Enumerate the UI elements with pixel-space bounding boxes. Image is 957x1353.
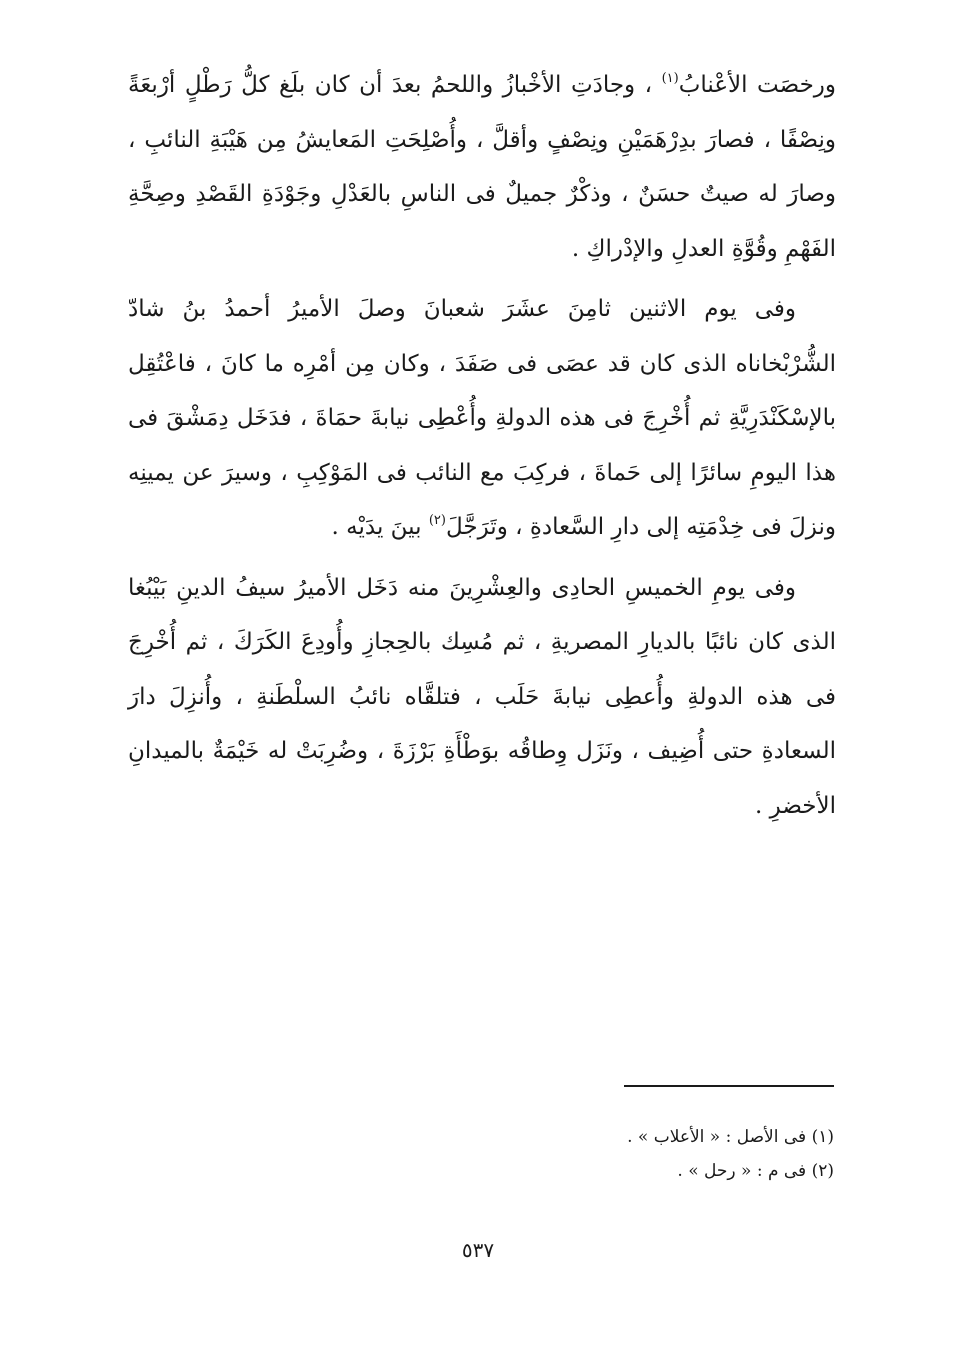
footnotes (500, 1120, 834, 1188)
page-number: ٥٣٧ (461, 1238, 495, 1262)
footnote-1: (١) فى الأصل : « الأعلاب » . (627, 1127, 834, 1147)
footnote-divider (624, 1085, 834, 1087)
main-text (128, 58, 836, 833)
footnote-2: (٢) فى م : « رحل » . (677, 1161, 834, 1181)
paragraph-1-text-after: ، وجادَتِ الأخْبازُ واللحمُ بعدَ أن كان بلَغ كلُّ رَطْلٍ أرْبعَةً ونِصْفًا ، فصارَ بدِرْهَمَيْنِ ونِصْفٍ وأقلَّ ، وأُصْلِحَتِ المَعايشُ مِن هَيْبَةِ النائبِ ، وصارَ له صيتٌ حسَنٌ ، وذكْرٌ جميلٌ فى الناسِ بالعَدْلِ وجَوْدَةِ القَصْدِ وصِحَّةِ الفَهْمِ وقُوَّةِ العدلِ والإدْراكِ . (128, 72, 836, 262)
paragraph-2 (128, 282, 836, 555)
paragraph-2-text-after: بينَ يدَيْه . (331, 514, 429, 540)
paragraph-3-text: وفى يومِ الخميسِ الحادِى والعِشْرِينَ منه دَخَل الأميرُ سيفُ الدينِ بَيْبُغا الذى كان نائبًا بالديارِ المصريةِ ، ثم مُسِك بالحِجازِ وأُودِعَ الكَرَكَ ، ثم أُخْرِجَ فى هذه الدولةِ وأُعطِى نيابةَ حَلَب ، فتلقَّاه نائبُ السلْطَنةِ ، وأُنزِلَ دارَ السعادةِ حتى أُضِيف ، ونَزَل وِطاقُه بوَطْأَةِ بَرْزَةَ ، وضُرِبَتْ له خَيْمَةٌ بالميدانِ الأخضرِ . (128, 574, 836, 819)
footnote-ref-2: (٢) (428, 513, 446, 528)
paragraph-1 (128, 58, 836, 276)
paragraph-2-text-before: وفى يوم الاثنين ثامِنَ عشَرَ شعبانَ وصلَ الأميرُ أحمدُ بنُ شادّ الشُّرْبْخاناه الذى كان قد عصَى فى صَفَدَ ، وكان مِن أمْرِه ما كانَ ، فاعْتُقِل بالإسْكَنْدَرِيَّةِ ثم أُخْرِجَ فى هذه الدولةِ وأُعْطِى نيابةَ حمَاةَ ، فدَخَل دِمَشْقَ فى هذا اليومِ سائرًا إلى حَماةَ ، فركِبَ مع النائب فى المَوْكِبِ ، وسيرَ عن يمينِه ونزلَ فى خِدْمَتِه إلى دارِ السَّعادةِ ، وتَرَجَّلَ (128, 296, 836, 540)
footnote-ref-1: (١) (661, 71, 679, 86)
paragraph-1-text-before: ورخصَت الأعْنابُ (678, 72, 837, 98)
paragraph-3 (128, 561, 836, 834)
